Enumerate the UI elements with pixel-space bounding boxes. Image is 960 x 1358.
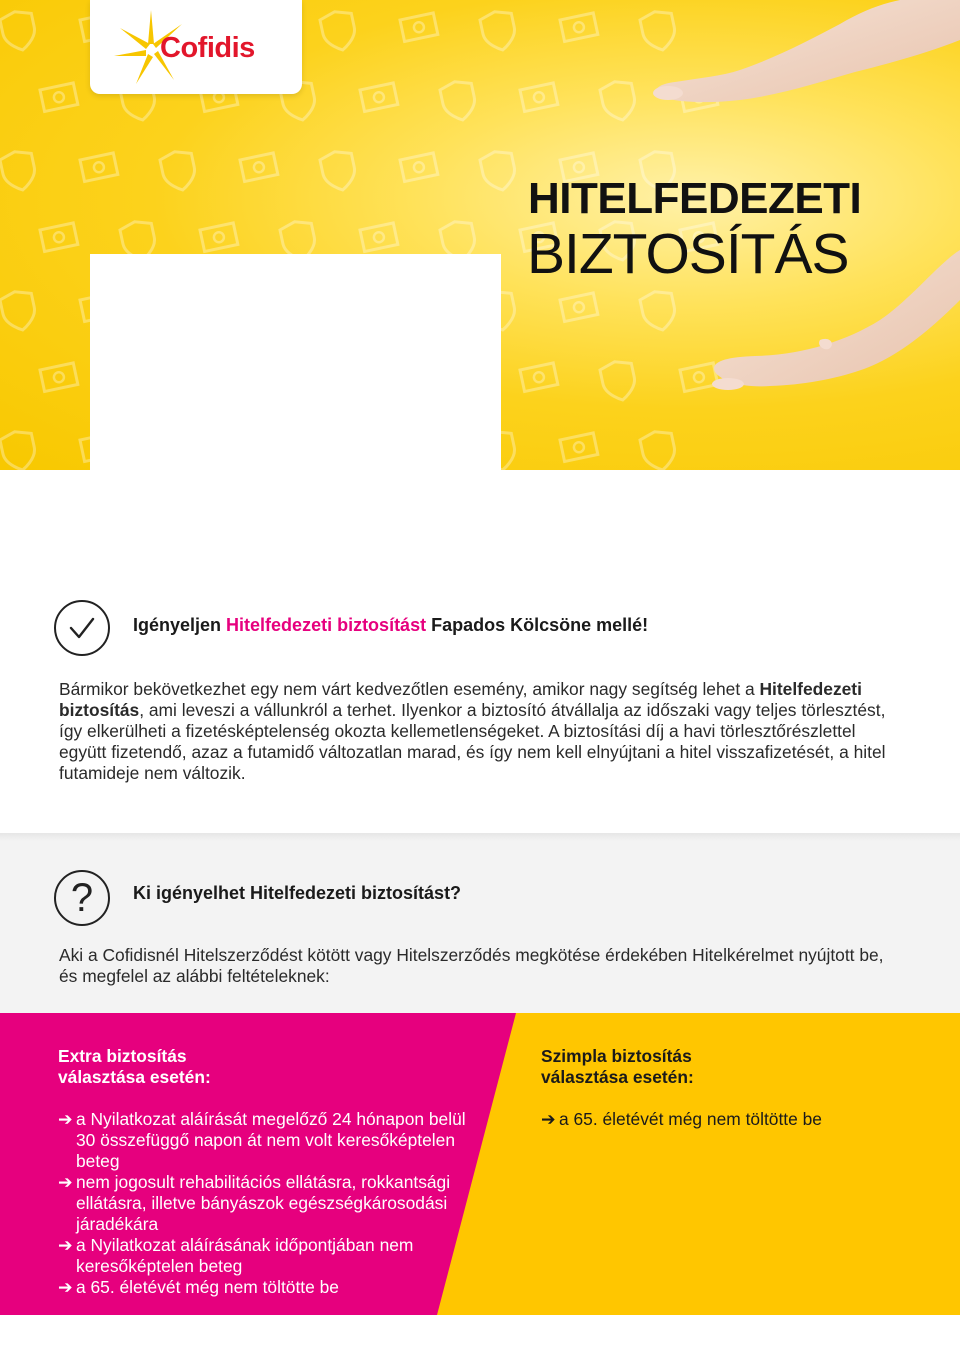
list-item-text: nem jogosult rehabilitációs ellátásra, rokkantsági ellátásra, illetve bányászok egészségkárosodási járadékára xyxy=(76,1172,451,1234)
shield-pattern-icon xyxy=(0,148,38,193)
arrow-right-icon: ➔ xyxy=(58,1277,73,1297)
banknote-coin-icon xyxy=(53,371,65,383)
banknote-pattern-icon xyxy=(80,153,118,182)
banknote-coin-icon xyxy=(373,91,385,103)
page-title-line1: HITELFEDEZETI xyxy=(528,174,862,223)
banknote-pattern-icon xyxy=(200,223,238,252)
question-circle-icon xyxy=(54,870,110,926)
arrow-right-icon: ➔ xyxy=(58,1172,73,1192)
eligibility-heading: Ki igényelhet Hitelfedezeti biztosítást? xyxy=(133,883,462,903)
list-item xyxy=(58,1172,478,1235)
banknote-pattern-icon xyxy=(240,153,278,182)
shield-pattern-icon xyxy=(319,148,358,193)
logo-card xyxy=(90,0,302,94)
question-mark-icon: ? xyxy=(70,875,94,920)
extra-conditions-list xyxy=(58,1109,478,1298)
shield-pattern-icon xyxy=(159,148,198,193)
intro-para-post: , ami leveszi a vállunkról a terhet. Ilyenkor a biztosító átvállalja az időszaki vagy teljes törlesztést, így elkerülheti a fizetésképtelenség okozta kellemetlenségeket. A biztosítási díj a havi törlesztőrészlettel együtt fizetendő, azaz a futamidő változatlan marad, és így nem kell elnyújtani a hitel visszafizetését, a hitel futamideje nem változik. xyxy=(59,700,886,783)
intro-heading-pre: Igényeljen xyxy=(133,615,227,635)
list-item xyxy=(58,1277,478,1298)
banknote-coin-icon xyxy=(53,91,65,103)
check-icon xyxy=(56,602,108,654)
intro-heading-post: Fapados Kölcsöne mellé! xyxy=(426,615,649,635)
extra-insurance-title xyxy=(58,1046,211,1088)
banknote-coin-icon xyxy=(213,231,225,243)
list-item xyxy=(541,1109,921,1130)
white-panel xyxy=(90,254,501,494)
page-title-line2: BIZTOSÍTÁS xyxy=(527,222,849,286)
list-item xyxy=(58,1109,478,1172)
intro-para-pre: Bármikor bekövetkezhet egy nem várt kedvezőtlen esemény, amikor nagy segítség lehet a xyxy=(59,679,760,699)
extra-title-line1: Extra biztosítás xyxy=(58,1046,187,1066)
list-item-text: a 65. életévét még nem töltötte be xyxy=(76,1277,339,1297)
banknote-coin-icon xyxy=(53,231,65,243)
extra-title-line2: választása esetén: xyxy=(58,1067,211,1087)
list-item-text: a 65. életévét még nem töltötte be xyxy=(559,1109,822,1129)
list-item-text: a Nyilatkozat aláírását megelőző 24 hónapon belül 30 összefüggő napon át nem volt keresőképtelen beteg xyxy=(76,1109,466,1171)
arrow-right-icon: ➔ xyxy=(58,1109,73,1129)
intro-heading-highlight: Hitelfedezeti biztosítást xyxy=(226,615,427,635)
banknote-coin-icon xyxy=(253,161,265,173)
banknote-pattern-icon xyxy=(400,13,438,42)
eligibility-paragraph: Aki a Cofidisnél Hitelszerződést kötött vagy Hitelszerződés megkötése érdekében Hitelkérelmet nyújtott be, és megfelel az alábbi feltételeknek: xyxy=(59,945,884,986)
banknote-pattern-icon xyxy=(40,223,78,252)
shield-pattern-icon xyxy=(0,428,38,470)
shield-pattern-icon xyxy=(319,8,358,53)
brand-logo-text: Cofidis xyxy=(160,32,255,64)
arrow-right-icon: ➔ xyxy=(541,1109,556,1129)
banknote-pattern-icon xyxy=(360,83,398,112)
intro-para-bold: Hitelfedezeti biztosítás xyxy=(59,679,862,720)
list-item xyxy=(58,1235,478,1277)
shield-pattern-icon xyxy=(0,8,38,53)
banknote-pattern-icon xyxy=(40,83,78,112)
banknote-coin-icon xyxy=(373,231,385,243)
banknote-coin-icon xyxy=(413,161,425,173)
check-circle-icon xyxy=(54,600,110,656)
intro-paragraph xyxy=(59,679,899,784)
shield-pattern-icon xyxy=(439,78,478,123)
shield-pattern-icon xyxy=(0,288,38,333)
simple-title-line1: Szimpla biztosítás xyxy=(541,1046,692,1066)
simple-title-line2: választása esetén: xyxy=(541,1067,694,1087)
banknote-coin-icon xyxy=(413,21,425,33)
simple-insurance-title xyxy=(541,1046,694,1088)
banknote-pattern-icon xyxy=(360,223,398,252)
arrow-right-icon: ➔ xyxy=(58,1235,73,1255)
banknote-pattern-icon xyxy=(40,363,78,392)
intro-heading xyxy=(133,615,648,636)
simple-conditions-list xyxy=(541,1109,921,1130)
banknote-coin-icon xyxy=(93,161,105,173)
banknote-pattern-icon xyxy=(400,153,438,182)
list-item-text: a Nyilatkozat aláírásának időpontjában nem keresőképtelen beteg xyxy=(76,1235,414,1276)
